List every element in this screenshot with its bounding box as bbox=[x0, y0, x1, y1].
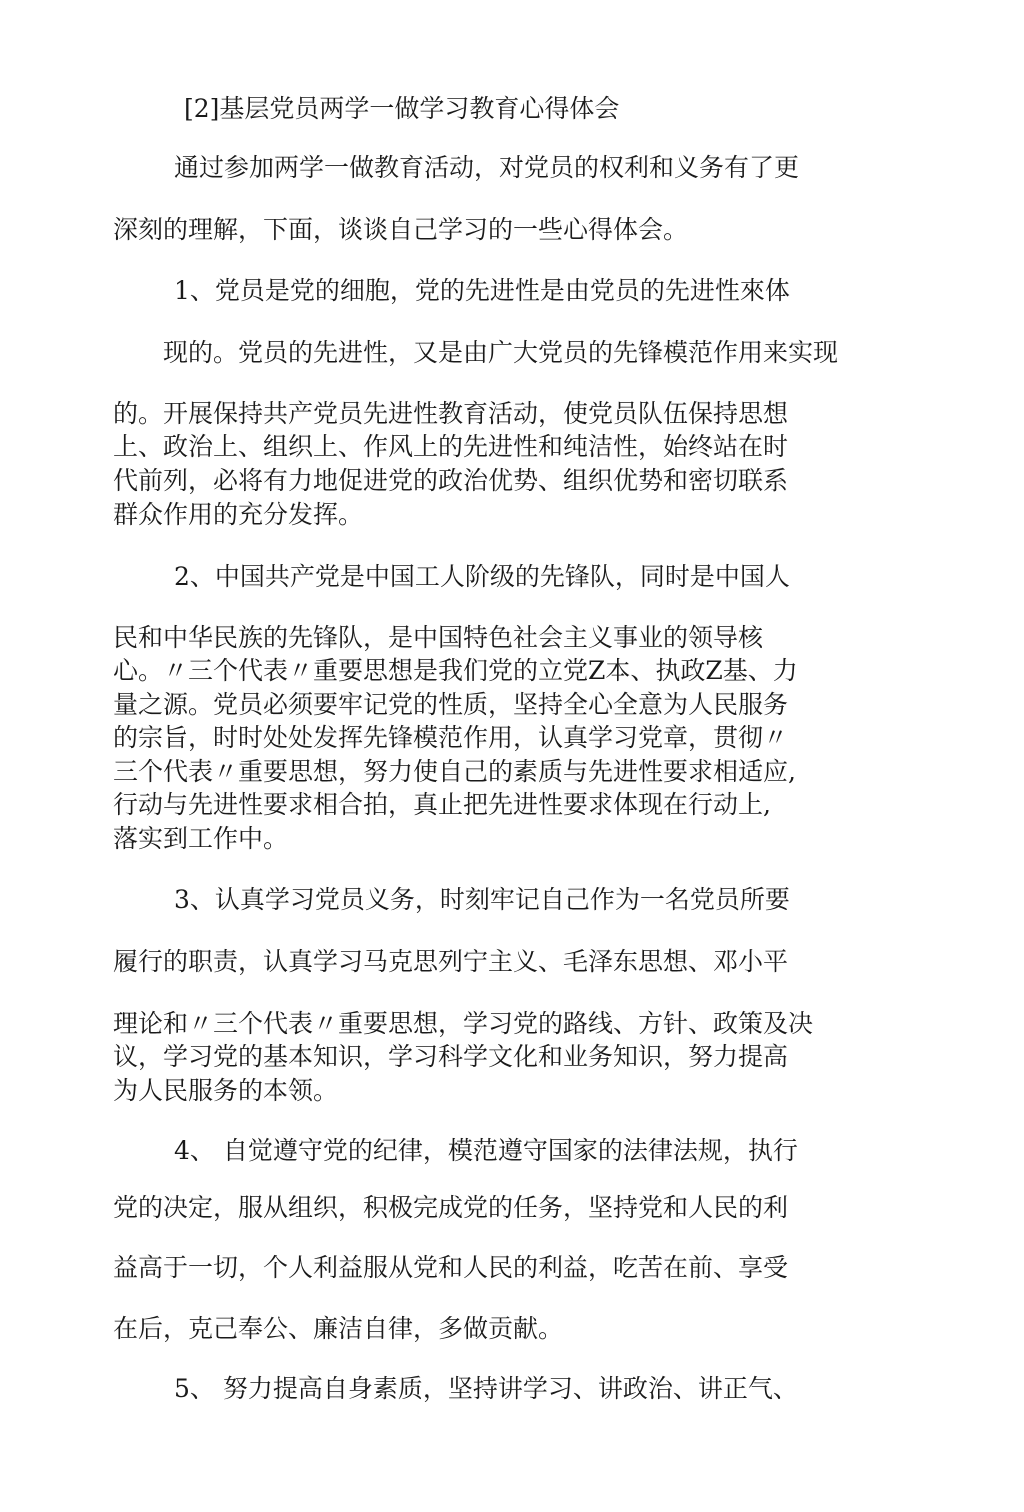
document-title: [2]基层党员两学一做学习教育心得体会 bbox=[184, 94, 620, 123]
text-line: 议，学习党的基本知识，学习科学文化和业务知识，努力提高 bbox=[113, 1042, 789, 1071]
text-line: 党的决定，服从组织，积极完成党的任务，坚持党和人民的利 bbox=[113, 1193, 789, 1222]
text-line: 理论和〃三个代表〃重要思想，学习党的路线、方针、政策及决 bbox=[113, 1009, 814, 1038]
text-line: 现的。党员的先进性，又是由广大党员的先锋模范作用来实现 bbox=[163, 338, 839, 367]
text-line: 行动与先进性要求相合拍，真止把先进性要求体现在行动上, bbox=[113, 790, 771, 819]
text-line: 代前列，必将有力地促进党的政治优势、组织优势和密切联系 bbox=[113, 466, 789, 495]
text-line: 群众作用的充分发挥。 bbox=[113, 500, 364, 529]
text-line: 2、中国共产党是中国工人阶级的先锋队，同时是中国人 bbox=[174, 562, 790, 591]
text-line: 的宗旨，时时处处发挥先锋模范作用，认真学习党章，贯彻〃 bbox=[113, 723, 789, 752]
text-line: 量之源。党员必须要牢记党的性质，坚持全心全意为人民服务 bbox=[113, 690, 789, 719]
text-line: 民和中华民族的先锋队，是中国特色社会主义事业的领导核 bbox=[113, 623, 764, 652]
text-line: 在后，克己奉公、廉洁自律，多做贡献。 bbox=[113, 1314, 564, 1343]
text-line: 1、党员是党的细胞，党的先进性是由党员的先进性來体 bbox=[174, 276, 790, 305]
text-line: 益高于一切，个人利益服从党和人民的利益，吃苦在前、享受 bbox=[113, 1253, 789, 1282]
text-line: 5、 努力提高自身素质，坚持讲学习、讲政治、讲正气、 bbox=[174, 1374, 798, 1403]
text-line: 履行的职责，认真学习马克思列宁主义、毛泽东思想、邓小平 bbox=[113, 947, 789, 976]
text-line: 4、 自觉遵守党的纪律，模范遵守国家的法律法规，执行 bbox=[174, 1136, 798, 1165]
text-line: 3、认真学习党员义务，时刻牢记自己作为一名党员所要 bbox=[174, 885, 790, 914]
text-line: 通过参加两学一做教育活动，对党员的权利和义务有了更 bbox=[174, 153, 800, 182]
text-line: 心。〃三个代表〃重要思想是我们党的立党Z本、执政Z基、力 bbox=[113, 656, 798, 685]
text-line: 落实到工作中。 bbox=[113, 824, 289, 853]
text-line: 深刻的理解，下面，谈谈自己学习的一些心得体会。 bbox=[113, 215, 689, 244]
text-line: 上、政治上、组织上、作风上的先进性和纯洁性，始终站在时 bbox=[113, 432, 789, 461]
text-line: 三个代表〃重要思想，努力使自己的素质与先进性要求相适应, bbox=[113, 757, 796, 786]
text-line: 的。开展保持共产党员先进性教育活动，使党员队伍保持思想 bbox=[113, 399, 789, 428]
text-line: 为人民服务的本领。 bbox=[113, 1076, 339, 1105]
